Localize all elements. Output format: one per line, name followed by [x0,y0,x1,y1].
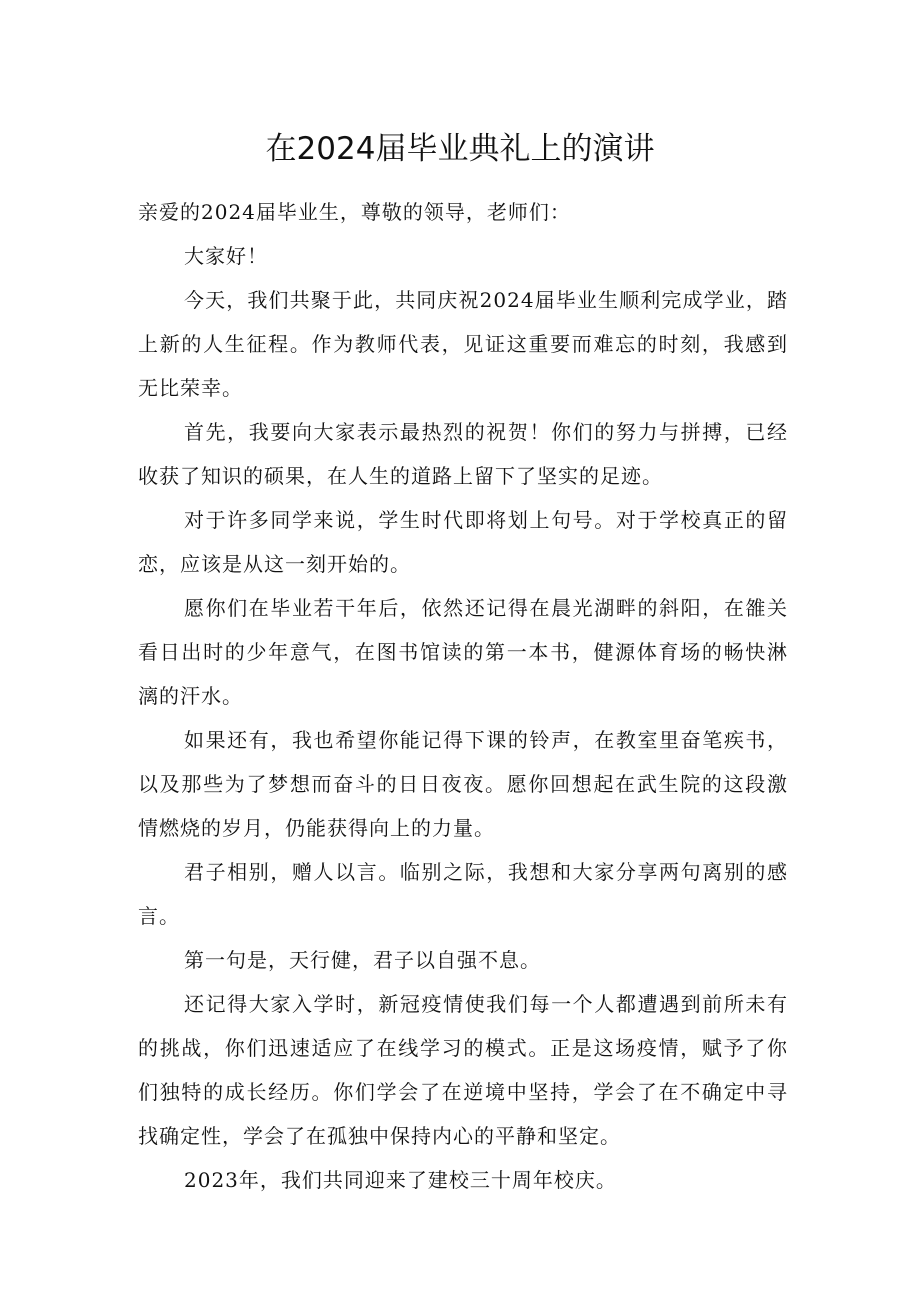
paragraph-memories: 愿你们在毕业若干年后，依然还记得在晨光湖畔的斜阳，在雒关看日出时的少年意气，在图书馆读的第一本书，健源体育场的畅快淋漓的汗水。 [138,596,788,708]
paragraph-pandemic: 还记得大家入学时，新冠疫情使我们每一个人都遭遇到前所未有的挑战，你们迅速适应了在线学习的模式。正是这场疫情，赋予了你们独特的成长经历。你们学会了在逆境中坚持，学会了在不确定中寻找确定性，学会了在孤独中保持内心的平静和坚定。 [138,992,788,1148]
document-body [138,190,788,1202]
paragraph-greeting: 大家好！ [184,244,268,268]
paragraph-parting-words: 君子相别，赠人以言。临别之际，我想和大家分享两句离别的感言。 [138,860,788,928]
paragraph-first-saying: 第一句是，天行健，君子以自强不息。 [184,948,541,972]
paragraph-wishes: 如果还有，我也希望你能记得下课的铃声，在教室里奋笔疾书，以及那些为了梦想而奋斗的日日夜夜。愿你回想起在武生院的这段激情燃烧的岁月，仍能获得向上的力量。 [138,728,788,840]
paragraph-farewell: 对于许多同学来说，学生时代即将划上句号。对于学校真正的留恋，应该是从这一刻开始的。 [138,508,788,576]
paragraph-anniversary: 2023年，我们共同迎来了建校三十周年校庆。 [184,1168,617,1192]
paragraph-opening: 今天，我们共聚于此，共同庆祝2024届毕业生顺利完成学业，踏上新的人生征程。作为教师代表，见证这重要而难忘的时刻，我感到无比荣幸。 [138,288,788,400]
paragraph-congratulations: 首先，我要向大家表示最热烈的祝贺！你们的努力与拼搏，已经收获了知识的硕果，在人生的道路上留下了坚实的足迹。 [138,420,788,488]
salutation: 亲爱的2024届毕业生，尊敬的领导，老师们： [138,200,571,224]
document-title: 在2024届毕业典礼上的演讲 [265,131,655,167]
